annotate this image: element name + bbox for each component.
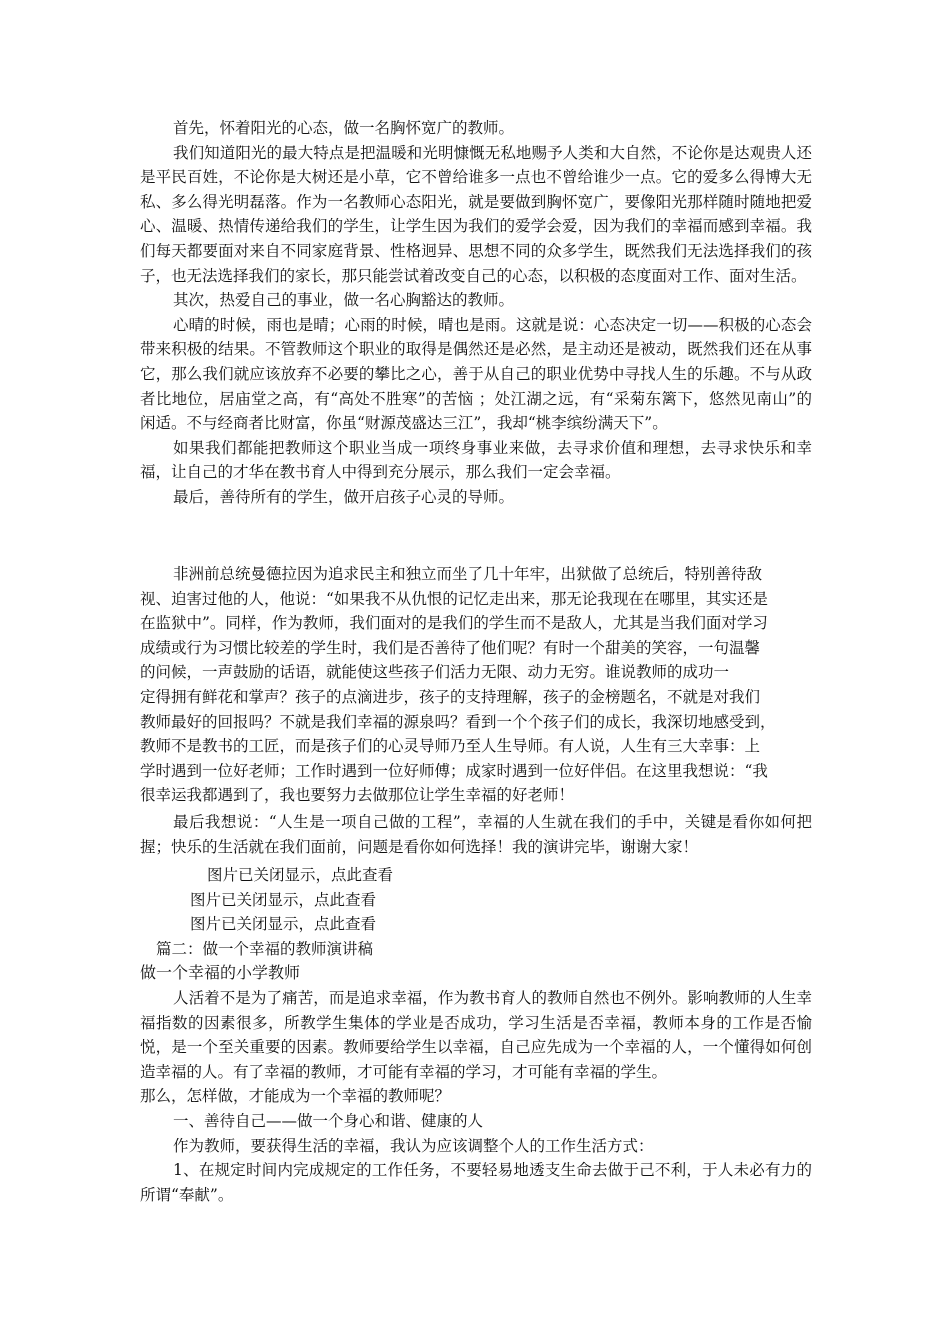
text-line: 成绩或行为习惯比较差的学生时，我们是否善待了他们呢？有时一个甜美的笑容，一句温馨 bbox=[140, 638, 761, 657]
paragraph-second-point: 其次，热爱自己的事业，做一名心胸豁达的教师。 bbox=[173, 291, 515, 310]
text-line: 视、迫害过他的人，他说：“如果我不从仇恨的记忆走出来，那无论我现在在哪里，其实还是 bbox=[140, 589, 768, 608]
text-line: 在监狱中”。同样，作为教师，我们面对的是我们的学生而不是敌人，尤其是当我们面对学习 bbox=[140, 614, 768, 633]
image-placeholder-link[interactable]: 图片已关闭显示，点此查看 bbox=[190, 891, 377, 909]
paragraph-question: 那么，怎样做，才能成为一个幸福的教师呢？ bbox=[140, 1087, 451, 1106]
section-two bbox=[140, 986, 812, 1207]
text-line: 定得拥有鲜花和掌声？孩子的点滴进步，孩子的支持理解，孩子的金榜题名，不就是对我们 bbox=[140, 688, 761, 706]
section-one bbox=[140, 116, 812, 510]
section-heading: 篇二：做一个幸福的教师演讲稿 bbox=[156, 940, 374, 958]
paragraph-sunshine: 我们知道阳光的最大特点是把温暖和光明慷慨无私地赐予人类和大自然，不论你是达观贵人还是平民百姓，不论你是大树还是小草，它不曾给谁多一点也不曾给谁少一点。它的爱多么得博大无私、多么得光明磊落。作为一名教师心态阳光，就是要做到胸怀宽广，要像阳光那样随时随地把爱心、温暖、热情传递给我们的学生，让学生因为我们的爱学会爱，因为我们的幸福而感到幸福。我们每天都要面对来自不同家庭背景、性格迥异、思想不同的众多学生，既然我们无法选择我们的孩子，也无法选择我们的家长，那只能尝试着改变自己的心态，以积极的态度面对工作、面对生活。 bbox=[140, 143, 812, 285]
paragraph-attitude: 心晴的时候，雨也是晴；心雨的时候，晴也是雨。这就是说：心态决定一切——积极的心态会带来积极的结果。不管教师这个职业的取得是偶然还是必然，是主动还是被动，既然我们还在从事它，那么我们就应该放弃不必要的攀比之心，善于从自己的职业优势中寻找人生的乐趣。不与从政者比地位，居庙堂之高，有“高处不胜寒”的苦恼 ；处江湖之远，有“采菊东篱下，悠然见南山”的闲适。不与经商者比财富，你虽“财源茂盛达三江”，我却“桃李缤纷满天下”。 bbox=[140, 315, 812, 433]
paragraph-item-one: 1、在规定时间内完成规定的工作任务，不要轻易地透支生命去做于己不利，于人未必有力的所谓“奉献”。 bbox=[140, 1161, 812, 1204]
closing-paragraph bbox=[140, 810, 812, 859]
paragraph-intro: 人活着不是为了痛苦，而是追求幸福，作为教书育人的教师自然也不例外。影响教师的人生幸福指数的因素很多，所教学生集体的学业是否成功，学习生活是否幸福，教师本身的工作是否愉悦，是一个至关重要的因素。教师要给学生以幸福，自己应先成为一个幸福的人，一个懂得如何创造幸福的人。有了幸福的教师，才可能有幸福的学习，才可能有幸福的学生。 bbox=[140, 989, 812, 1081]
text-line: 非洲前总统曼德拉因为追求民主和独立而坐了几十年牢，出狱做了总统后，特别善待敌 bbox=[173, 565, 763, 583]
image-placeholder-link[interactable]: 图片已关闭显示，点此查看 bbox=[207, 866, 394, 884]
section-title: 做一个幸福的小学教师 bbox=[140, 963, 301, 982]
paragraph-method: 作为教师，要获得生活的幸福，我认为应该调整个人的工作生活方式： bbox=[173, 1136, 654, 1155]
paragraph-closing: 最后我想说：“人生是一项自己做的工程”，幸福的人生就在我们的手中，关键是看你如何把握；快乐的生活就在我们面前，问题是看你如何选择！我的演讲完毕，谢谢大家！ bbox=[140, 813, 812, 856]
text-line: 很幸运我都遇到了，我也要努力去做那位让学生幸福的好老师！ bbox=[140, 786, 575, 805]
text-line: 的问候，一声鼓励的话语，就能使这些孩子们活力无限、动力无穷。谁说教师的成功一 bbox=[140, 663, 730, 682]
paragraph-point-one: 一、善待自己——做一个身心和谐、健康的人 bbox=[173, 1111, 484, 1130]
paragraph-first-point: 首先，怀着阳光的心态，做一名胸怀宽广的教师。 bbox=[173, 119, 515, 137]
text-line: 学时遇到一位好老师；工作时遇到一位好师傅；成家时遇到一位好伴侣。在这里我想说：“我 bbox=[140, 761, 768, 780]
paragraph-last-point: 最后，善待所有的学生，做开启孩子心灵的导师。 bbox=[173, 487, 515, 506]
paragraph-career: 如果我们都能把教师这个职业当成一项终身事业来做，去寻求价值和理想，去寻求快乐和幸福，让自己的才华在教书育人中得到充分展示，那么我们一定会幸福。 bbox=[140, 438, 812, 482]
image-placeholder-link[interactable]: 图片已关闭显示，点此查看 bbox=[190, 915, 377, 933]
text-line: 教师不是教书的工匠，而是孩子们的心灵导师乃至人生导师。有人说，人生有三大幸事：上 bbox=[140, 737, 761, 756]
text-line: 教师最好的回报吗？不就是我们幸福的源泉吗？看到一个个孩子们的成长，我深切地感受到， bbox=[140, 712, 776, 731]
